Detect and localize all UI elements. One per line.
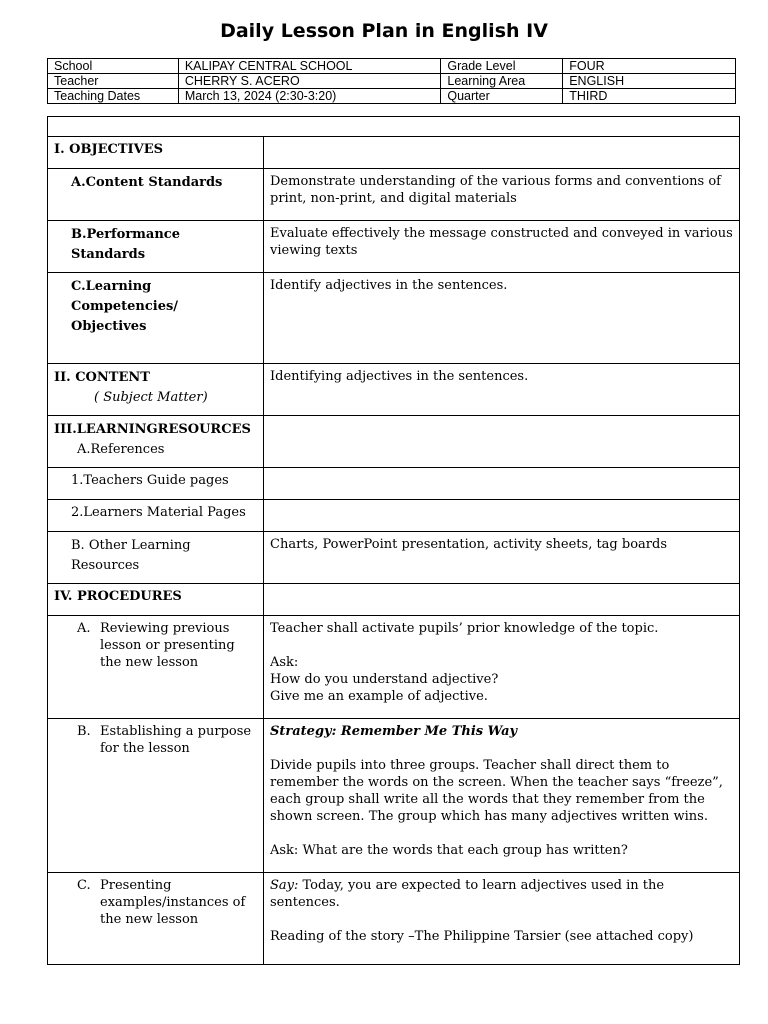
school-label: School [48, 59, 179, 74]
learning-area-value: ENGLISH [563, 74, 736, 89]
procedure-b-text: Divide pupils into three groups. Teacher shall direct them to remember the words on the screen. When the teacher says “freeze”, each group shall write all the words that they remember from the shown screen. The group which has many adjectives written wins. [270, 758, 723, 824]
blank-cell [48, 117, 740, 137]
resources-row [48, 416, 740, 468]
teacher-label: Teacher [48, 74, 179, 89]
procedure-c-label: Presenting examples/instances of the new lesson [100, 878, 246, 927]
learners-material-label: 2.Learners Material Pages [48, 500, 264, 532]
grade-level-value: FOUR [563, 59, 736, 74]
content-standards-value: Demonstrate understanding of the various forms and conventions of print, non-print, and digital materials [264, 169, 740, 221]
learners-material-row [48, 500, 740, 532]
references-label: A.References [77, 442, 165, 457]
other-resources-row [48, 532, 740, 584]
procedures-heading: IV. PROCEDURES [48, 584, 264, 616]
school-value: KALIPAY CENTRAL SCHOOL [178, 59, 441, 74]
teachers-guide-row [48, 468, 740, 500]
resources-label-cell [48, 416, 264, 468]
procedure-a-question: How do you understand adjective? [270, 672, 499, 687]
competencies-value: Identify adjectives in the sentences. [264, 273, 740, 364]
procedure-c-letter: C. [77, 878, 91, 893]
other-resources-value: Charts, PowerPoint presentation, activity sheets, tag boards [264, 532, 740, 584]
procedure-c-label-cell [48, 873, 264, 965]
content-standards-row [48, 169, 740, 221]
procedure-b-row [48, 719, 740, 873]
performance-standards-row [48, 221, 740, 273]
teachers-guide-label: 1.Teachers Guide pages [48, 468, 264, 500]
procedure-c-row [48, 873, 740, 965]
objectives-heading: I. OBJECTIVES [48, 137, 264, 169]
strategy-title: Strategy: Remember Me This Way [270, 724, 518, 739]
performance-standards-label: B.Performance Standards [48, 221, 264, 273]
procedures-row [48, 584, 740, 616]
lesson-plan-table [47, 116, 740, 965]
competencies-label: C.Learning Competencies/ Objectives [48, 273, 264, 364]
procedure-c-say-line [270, 877, 733, 911]
resources-heading: III.LEARNINGRESOURCES [54, 422, 251, 437]
procedure-b-label: Establishing a purpose for the lesson [100, 724, 252, 756]
learning-area-label: Learning Area [441, 74, 563, 89]
info-row [48, 89, 736, 104]
content-label-cell [48, 364, 264, 416]
content-heading: II. CONTENT [54, 370, 150, 385]
procedure-b-ask: Ask: What are the words that each group has written? [270, 843, 628, 858]
procedure-a-row [48, 616, 740, 719]
procedure-a-value [264, 616, 740, 719]
teaching-dates-label: Teaching Dates [48, 89, 179, 104]
procedure-a-question: Give me an example of adjective. [270, 689, 488, 704]
procedure-c-text: Today, you are expected to learn adjectives used in the sentences. [270, 878, 665, 910]
quarter-label: Quarter [441, 89, 563, 104]
blank-row [48, 117, 740, 137]
procedure-b-value [264, 719, 740, 873]
procedure-a-label: Reviewing previous lesson or presenting the new lesson [100, 621, 235, 670]
other-resources-label: B. Other Learning Resources [48, 532, 264, 584]
objectives-value [264, 137, 740, 169]
say-label: Say: [270, 878, 299, 893]
content-value: Identifying adjectives in the sentences. [264, 364, 740, 416]
procedure-a-line: Teacher shall activate pupils’ prior knowledge of the topic. [270, 621, 659, 636]
competencies-row [48, 273, 740, 364]
info-row [48, 74, 736, 89]
objectives-row [48, 137, 740, 169]
teacher-value: CHERRY S. ACERO [178, 74, 441, 89]
procedure-b-letter: B. [77, 724, 91, 739]
quarter-value: THIRD [563, 89, 736, 104]
procedure-b-label-cell [48, 719, 264, 873]
document-title: Daily Lesson Plan in English IV [220, 20, 548, 42]
resources-value [264, 416, 740, 468]
teachers-guide-value [264, 468, 740, 500]
procedure-a-label-cell [48, 616, 264, 719]
performance-standards-value: Evaluate effectively the message constructed and conveyed in various viewing texts [264, 221, 740, 273]
teaching-dates-value: March 13, 2024 (2:30-3:20) [178, 89, 441, 104]
subject-matter-label: ( Subject Matter) [94, 390, 208, 405]
info-row [48, 59, 736, 74]
procedures-value [264, 584, 740, 616]
grade-level-label: Grade Level [441, 59, 563, 74]
learners-material-value [264, 500, 740, 532]
content-standards-label: A.Content Standards [48, 169, 264, 221]
procedure-a-ask: Ask: [270, 655, 299, 670]
content-row [48, 364, 740, 416]
procedure-c-reading: Reading of the story –The Philippine Tarsier (see attached copy) [270, 929, 694, 944]
procedure-a-letter: A. [77, 621, 91, 636]
info-table [47, 58, 736, 104]
procedure-c-value [264, 873, 740, 965]
